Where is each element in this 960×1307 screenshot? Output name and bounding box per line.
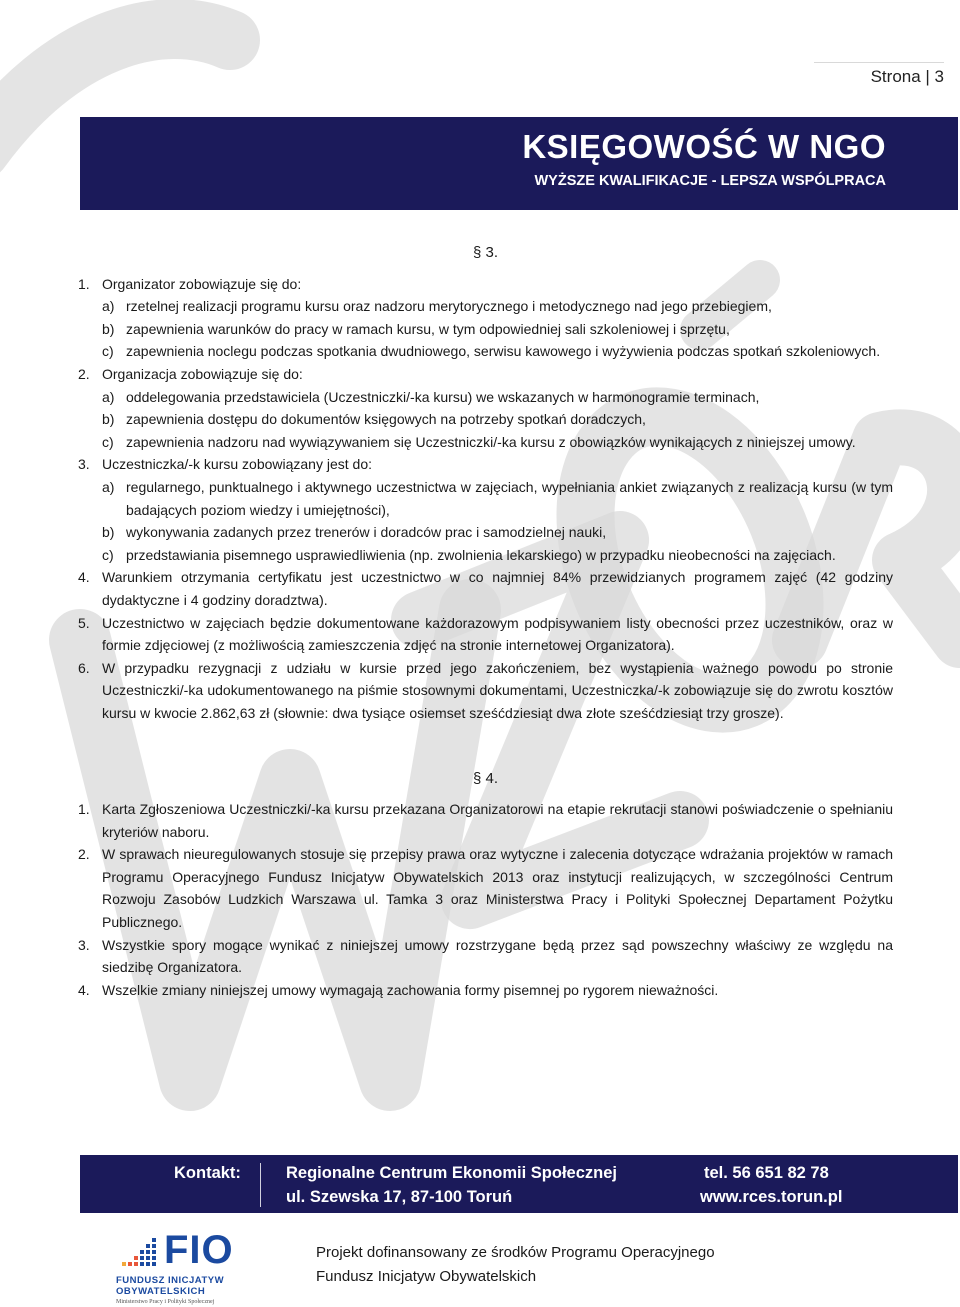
organization-address: ul. Szewska 17, 87-100 Toruń	[286, 1188, 513, 1206]
section-3-subitem	[78, 340, 893, 363]
section-3-item	[78, 273, 893, 296]
subitem-text: zapewnienia dostępu do dokumentów księgowych na potrzeby spotkań doradczych,	[126, 411, 646, 428]
item-number: 2.	[78, 846, 90, 863]
subitem-letter: c)	[102, 343, 114, 360]
section-3-item	[78, 453, 893, 476]
section-3-subitem	[78, 318, 893, 341]
item-text: Karta Zgłoszeniowa Uczestniczki/-ka kursu przekazana Organizatorowi na etapie rekrutacji stanowi poświadczenie o spełnianiu kryteriów naboru.	[102, 801, 893, 840]
section-3-item	[78, 566, 893, 611]
subitem-text: oddelegowania przedstawiciela (Uczestniczki/-ka kursu) we wskazanych w harmonogramie terminach,	[126, 388, 760, 405]
section-4-item	[78, 843, 893, 933]
page-number: Strona | 3	[870, 67, 944, 86]
subitem-text: zapewnienia warunków do pracy w ramach kursu, w tym odpowiedniej sali szkoleniowej i sprzętu,	[126, 320, 730, 337]
fio-logo-line1: FUNDUSZ INICJATYW	[116, 1275, 225, 1286]
section-3-item	[78, 363, 893, 386]
item-number: 6.	[78, 659, 90, 676]
fio-logo	[110, 1228, 240, 1305]
item-number: 1.	[78, 801, 90, 818]
header-banner	[80, 117, 958, 210]
subitem-letter: c)	[102, 546, 114, 563]
subitem-text: wykonywania zadanych przez trenerów i doradców prac i samodzielnej nauki,	[126, 524, 607, 541]
funding-note	[316, 1241, 715, 1289]
item-text: Uczestnictwo w zajęciach będzie dokumentowane każdorazowym podpisywaniem listy obecności przez uczestników, oraz w formie zdjęciowej (z możliwością zamieszczenia zdjęć na stronie internetowej Organizatora).	[102, 614, 893, 654]
section-3-subitem	[78, 431, 893, 454]
funding-note-line1: Projekt dofinansowany ze środków Programu Operacyjnego	[316, 1244, 715, 1261]
subitem-text: zapewnienia nadzoru nad wywiązywaniem się Uczestniczki/-ka kursu z obowiązków wynikających z niniejszej umowy.	[126, 433, 856, 450]
organization-name: Regionalne Centrum Ekonomii Społecznej	[286, 1164, 617, 1182]
section-3-subitem	[78, 476, 893, 521]
subitem-text: rzetelnej realizacji programu kursu oraz nadzoru merytorycznego i metodycznego nad jego przebiegiem,	[126, 298, 772, 315]
item-text: W przypadku rezygnacji z udziału w kursie przed jego zakończeniem, bez wystąpienia ważnego powodu po stronie Uczestniczki/-ka udokumentowanego na piśmie stosownymi dokumentami, Uczestniczka/-k zobowiązuje się do zwrotu kosztów kursu w kwocie 2.862,63 zł (słownie: dwa tysiące osiemset sześćdziesiąt dwa złote sześćdziesiąt trzy grosze).	[102, 659, 893, 721]
item-number: 5.	[78, 614, 90, 631]
section-3-subitem	[78, 295, 893, 318]
subitem-letter: b)	[102, 524, 115, 541]
item-text: Wszelkie zmiany niniejszej umowy wymagają zachowania formy pisemnej po rygorem nieważności.	[102, 981, 719, 998]
section-3-subitem	[78, 408, 893, 431]
phone-number: tel. 56 651 82 78	[704, 1164, 829, 1182]
section-3-item	[78, 612, 893, 657]
item-text: Warunkiem otrzymania certyfikatu jest uczestnictwo w co najmniej 84% przewidzianych programem zajęć (42 godziny dydaktyczne i 4 godziny doradztwa).	[102, 569, 893, 608]
subitem-letter: c)	[102, 433, 114, 450]
subitem-text: zapewnienia noclegu podczas spotkania dwudniowego, serwisu kawowego i wyżywienia podczas spotkań szkoleniowych.	[126, 343, 881, 360]
subitem-letter: b)	[102, 320, 115, 337]
subitem-letter: a)	[102, 388, 115, 405]
subitem-text: regularnego, punktualnego i aktywnego uczestnictwa w zajęciach, wypełniania ankiet związanych z realizacją kursu (w tym badających poziom wiedzy i umiejętności),	[126, 478, 893, 518]
fio-logo-text: FIO	[164, 1228, 234, 1272]
item-number: 1.	[78, 275, 90, 292]
item-text: Wszystkie spory mogące wynikać z niniejszej umowy rozstrzygane będą przez sąd powszechny właściwy ze względu na siedzibę Organizatora.	[102, 936, 893, 976]
section-4-heading: § 4.	[472, 770, 499, 788]
header-subtitle: WYŻSZE KWALIFIKACJE - LEPSZA WSPÓLPRACA	[534, 173, 886, 189]
subitem-letter: a)	[102, 298, 115, 315]
item-text: Uczestniczka/-k kursu zobowiązany jest do:	[102, 456, 372, 473]
contact-label: Kontakt:	[174, 1164, 241, 1182]
subitem-letter: b)	[102, 411, 115, 428]
document-body	[78, 242, 893, 1001]
header-title: KSIĘGOWOŚĆ W NGO	[522, 128, 886, 165]
item-number: 3.	[78, 456, 90, 473]
funding-note-line2: Fundusz Inicjatyw Obywatelskich	[316, 1268, 537, 1285]
subitem-letter: a)	[102, 478, 115, 495]
section-3-subitem	[78, 544, 893, 567]
fio-dots-icon	[118, 1236, 158, 1270]
page-number-area	[814, 62, 944, 87]
fio-logo-line2: OBYWATELSKICH	[116, 1286, 206, 1297]
section-3-subitem	[78, 386, 893, 409]
section-3-heading: § 3.	[472, 244, 499, 261]
fio-logo-ministry: Ministerstwo Pracy i Polityki Społecznej	[116, 1299, 215, 1305]
website-link[interactable]: www.rces.torun.pl	[700, 1188, 843, 1206]
item-number: 3.	[78, 936, 90, 953]
item-number: 4.	[78, 569, 90, 586]
section-4-item	[78, 979, 893, 1002]
item-text: Organizator zobowiązuje się do:	[102, 275, 302, 292]
section-4-list	[78, 798, 893, 1001]
section-4-item	[78, 934, 893, 979]
item-text: Organizacja zobowiązuje się do:	[102, 365, 303, 382]
item-text: W sprawach nieuregulowanych stosuje się przepisy prawa oraz wytyczne i zalecenia dotyczące wdrażania projektów w ramach Programu Operacyjnego Fundusz Inicjatyw Obywatelskich 2013 oraz instytucji realizujących, w szczególności Centrum Rozwoju Zasobów Ludzkich Warszawa ul. Tamka 3 oraz Ministerstwa Pracy i Polityki Społecznej Departament Pożytku Publicznego.	[102, 846, 893, 931]
section-3-list	[78, 273, 893, 725]
subitem-text: przedstawiania pisemnego usprawiedliwienia (np. zwolnienia lekarskiego) w przypadku nieobecności na zajęciach.	[126, 546, 836, 563]
section-4-item	[78, 798, 893, 843]
footer-contact-bar	[80, 1155, 958, 1213]
section-3-subitem	[78, 521, 893, 544]
item-number: 4.	[78, 981, 90, 998]
item-number: 2.	[78, 365, 90, 382]
section-3-item	[78, 657, 893, 725]
footer-divider	[260, 1163, 261, 1207]
